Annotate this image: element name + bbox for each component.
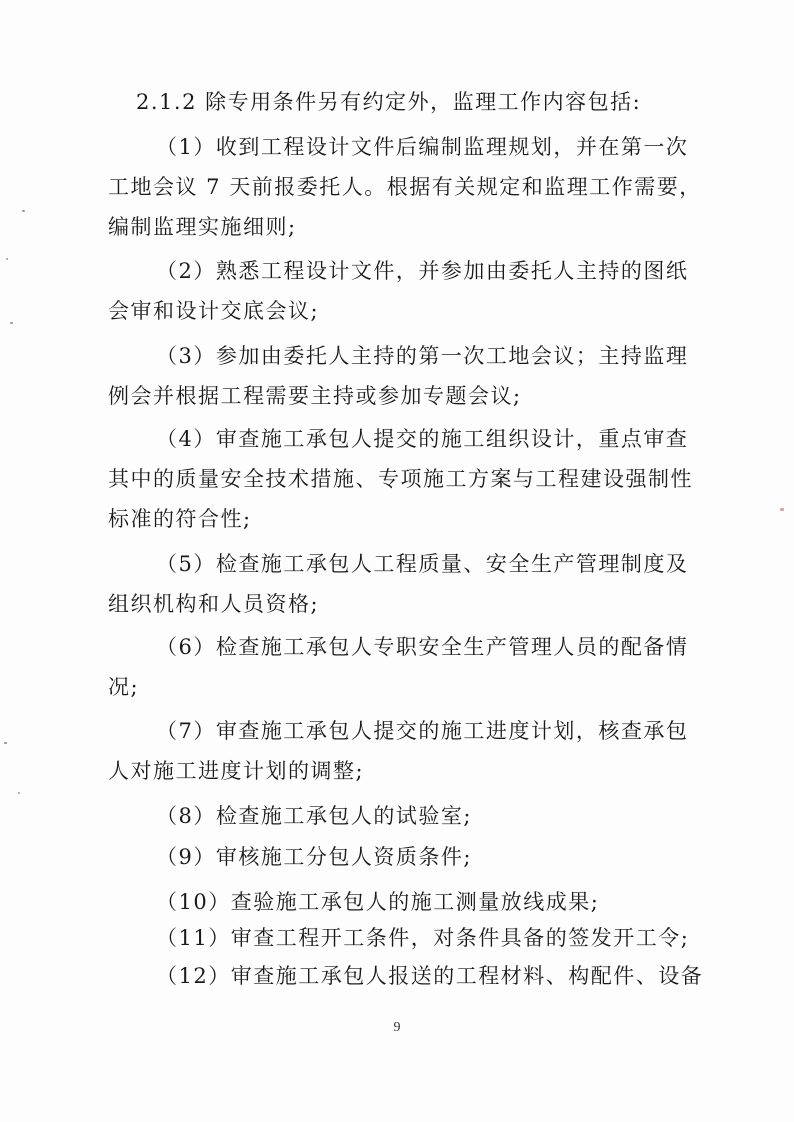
paragraph-line: （10）查验施工承包人的施工测量放线成果;: [156, 890, 600, 914]
paragraph-line: 况;: [108, 675, 140, 699]
scan-speck: [4, 742, 7, 744]
paragraph-line: （8）检查施工承包人的试验室;: [156, 804, 472, 828]
page-number: 9: [393, 1020, 401, 1035]
scan-speck: [22, 210, 25, 212]
paragraph-line: （11）审查工程开工条件，对条件具备的签发开工令;: [156, 926, 690, 950]
scan-speck: [10, 322, 13, 324]
paragraph-line: （2）熟悉工程设计文件，并参加由委托人主持的图纸: [156, 259, 689, 283]
scan-speck: [18, 792, 20, 794]
paragraph-line: （5）检查施工承包人工程质量、安全生产管理制度及: [156, 552, 689, 576]
paragraph-line: 编制监理实施细则;: [108, 215, 297, 239]
paragraph-line: 标准的符合性;: [108, 507, 252, 531]
paragraph-line: 工地会议 7 天前报委托人。根据有关规定和监理工作需要，: [108, 175, 702, 199]
paragraph-line: 组织机构和人员资格;: [108, 592, 320, 616]
paragraph-line: （4）审查施工承包人提交的施工组织设计，重点审查: [156, 427, 689, 451]
paragraph-line: （12）审查施工承包人报送的工程材料、构配件、设备: [156, 964, 704, 988]
scan-speck: [780, 508, 784, 511]
paragraph-line: （7）审查施工承包人提交的施工进度计划，核查承包: [156, 719, 689, 743]
paragraph-line: 其中的质量安全技术措施、专项施工方案与工程建设强制性: [108, 467, 693, 491]
paragraph-line: 人对施工进度计划的调整;: [108, 759, 365, 783]
paragraph-line: （9）审核施工分包人资质条件;: [156, 845, 472, 869]
clause-heading: 2.1.2 除专用条件另有约定外，监理工作内容包括:: [136, 90, 642, 114]
paragraph-line: （3）参加由委托人主持的第一次工地会议；主持监理: [156, 344, 689, 368]
scan-speck: [6, 258, 8, 260]
paragraph-line: （1）收到工程设计文件后编制监理规划，并在第一次: [156, 135, 689, 159]
paragraph-line: （6）检查施工承包人专职安全生产管理人员的配备情: [156, 635, 689, 659]
paragraph-line: 会审和设计交底会议;: [108, 299, 320, 323]
paragraph-line: 例会并根据工程需要主持或参加专题会议;: [108, 384, 522, 408]
